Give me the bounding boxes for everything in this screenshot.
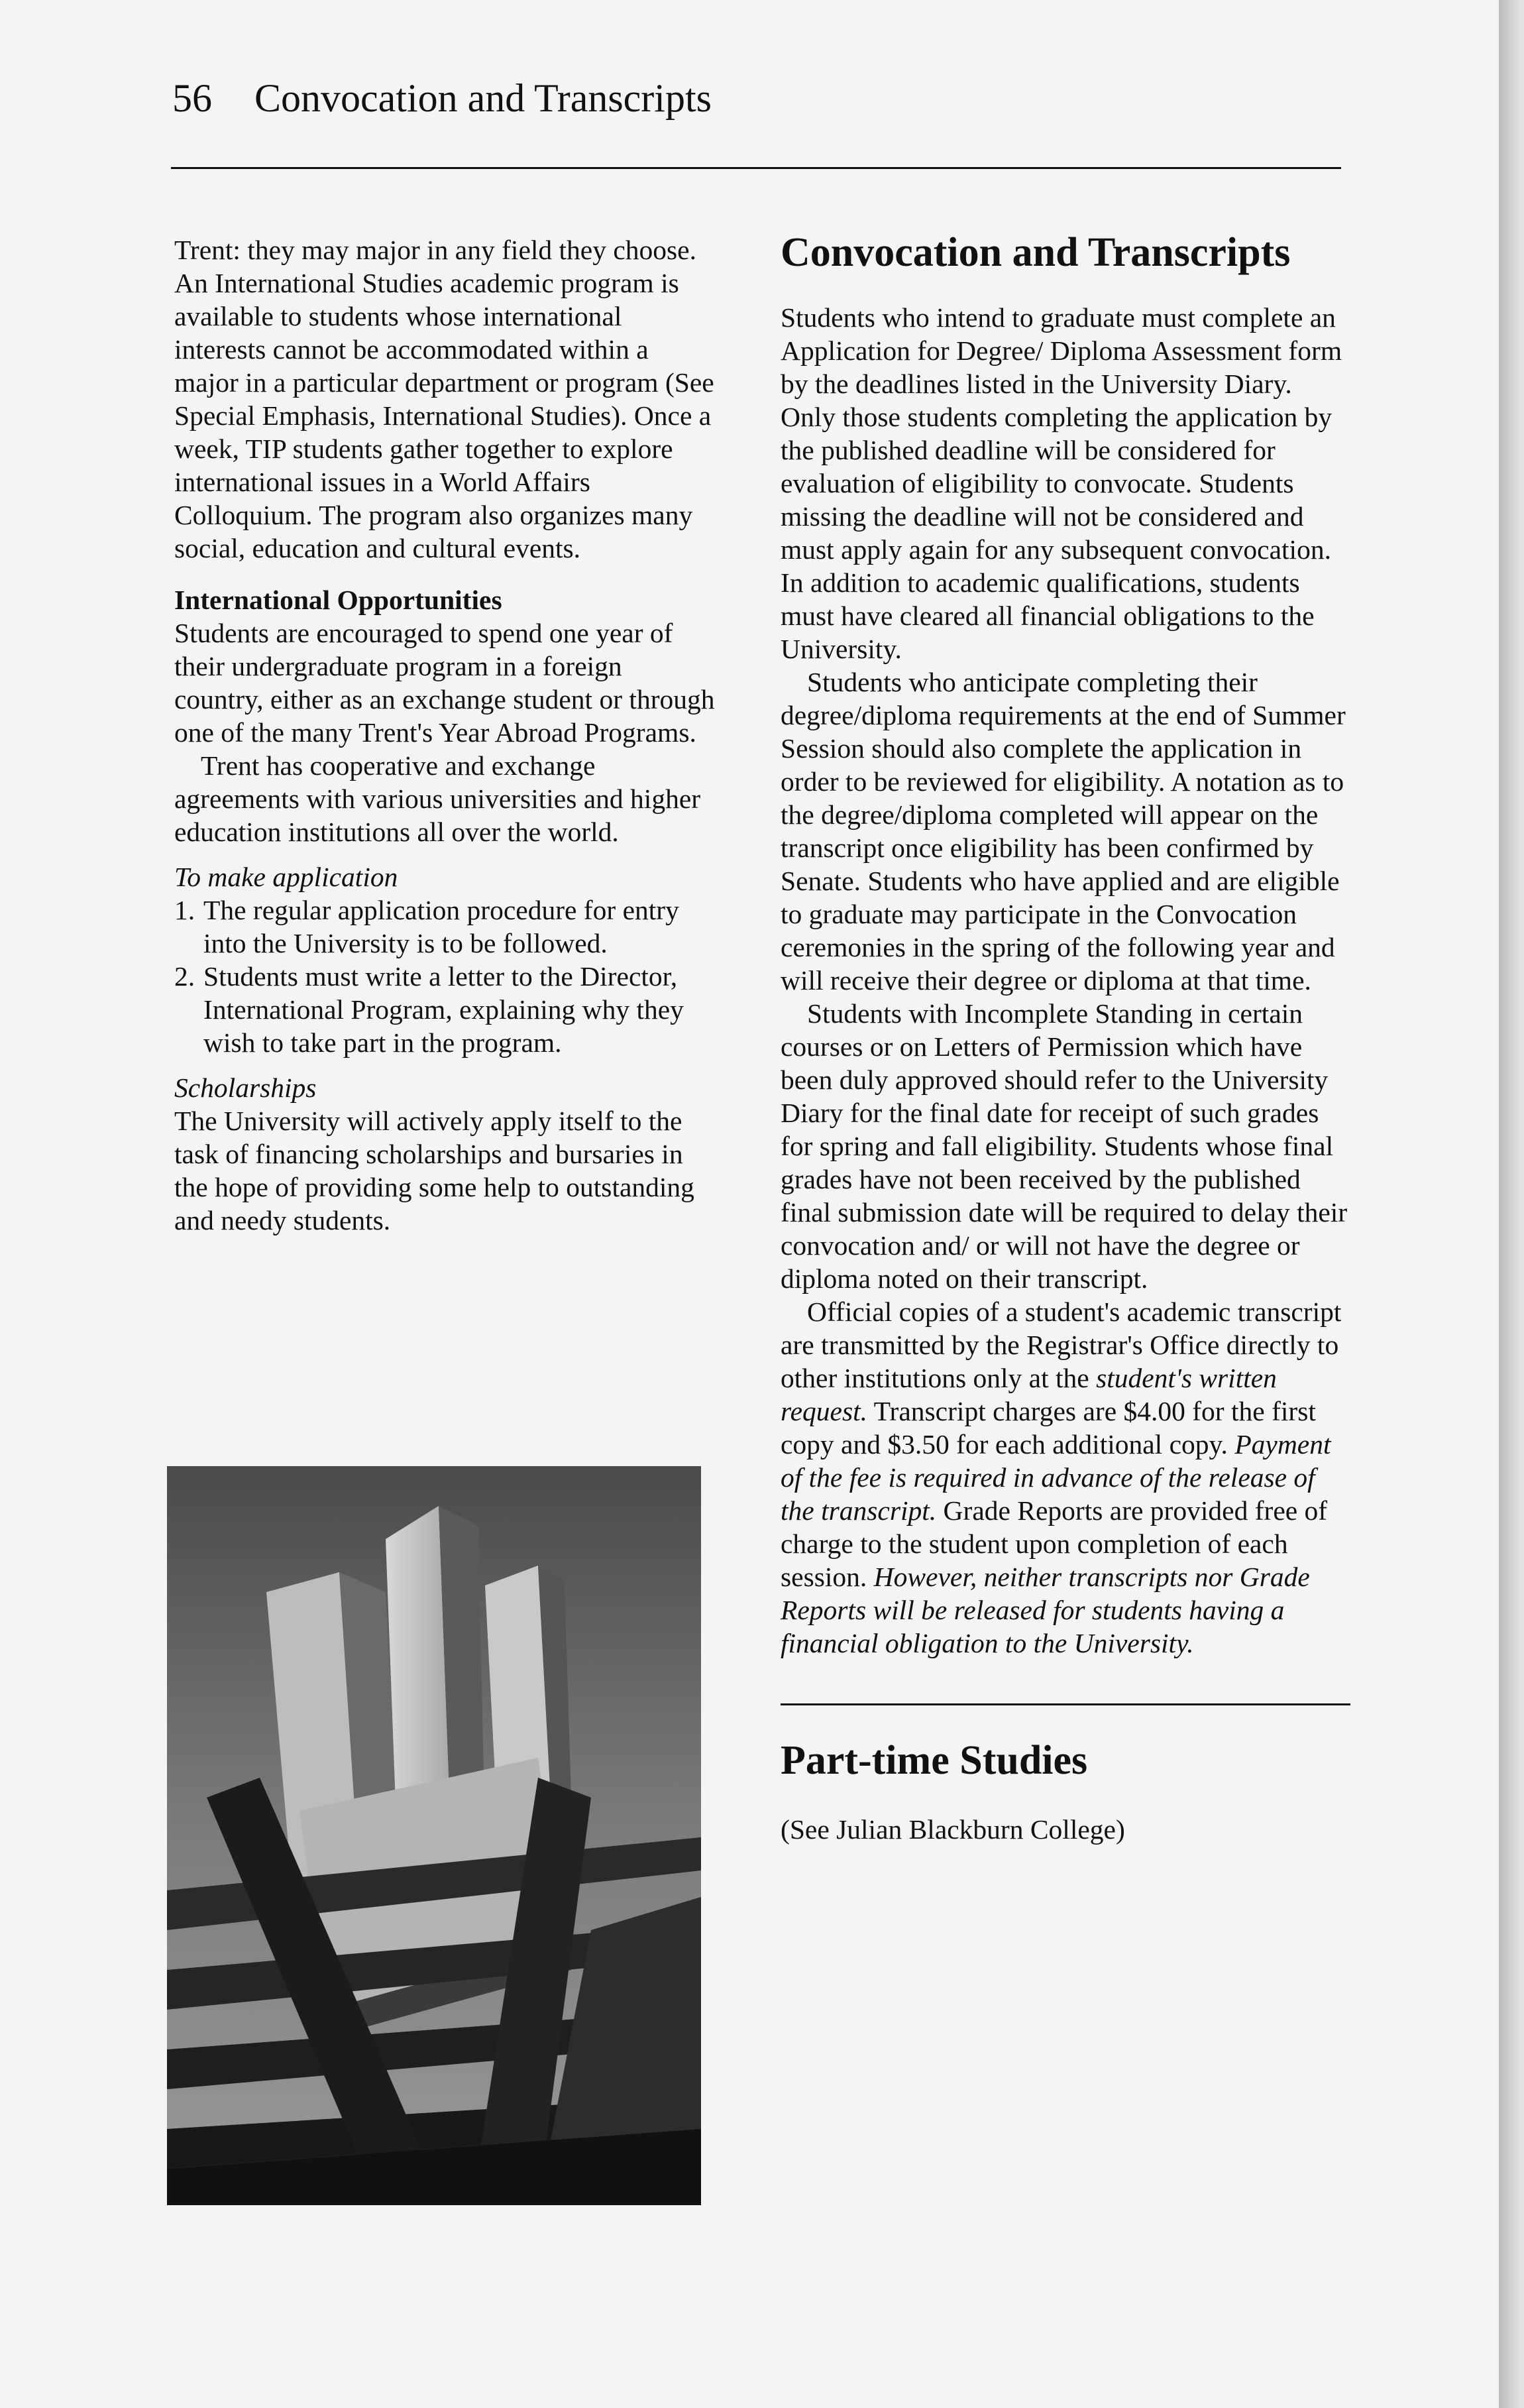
application-list	[174, 893, 718, 1059]
convocation-section-title: Convocation and Transcripts	[781, 230, 1291, 275]
scholarships-paragraph: The University will actively apply itself to the task of financing scholarships and bursaries in the hope of providing some help to outstanding and needy students.	[174, 1106, 694, 1235]
running-title: Convocation and Transcripts	[254, 76, 712, 120]
intl-opportunities-heading: International Opportunities	[174, 585, 502, 615]
parttime-section-title: Part-time Studies	[781, 1738, 1088, 1783]
tower-photograph	[167, 1466, 701, 2205]
list-text: The regular application procedure for entry into the University is to be followed.	[203, 895, 679, 958]
section-divider	[781, 1703, 1350, 1705]
application-item	[174, 960, 718, 1059]
tower-photo-illustration	[167, 1466, 701, 2205]
list-text: Students must write a letter to the Director, International Program, explaining why they wish to take part in the program.	[203, 961, 684, 1058]
scholarships-heading: Scholarships	[174, 1072, 317, 1103]
transcript-emphasis-2: Payment of the fee is required in advance of the release of the transcript.	[781, 1429, 1331, 1526]
transcript-text-1: Official copies of a student's academic transcript are transmitted by the Registrar's Office directly to other institutions only at the	[781, 1296, 1342, 1393]
right-column	[781, 229, 1350, 1846]
left-column	[174, 233, 718, 1237]
convocation-paragraph-1: Students who intend to graduate must complete an Application for Degree/ Diploma Assessment form by the deadlines listed in the University Diary. Only those students completing the application by the published deadline will be considered for evaluation of eligibility to convocate. Students missing the deadline will not be considered and must apply again for any subsequent convocation. In addition to academic qualifications, students must have cleared all financial obligations to the University.	[781, 302, 1342, 664]
transcript-paragraph	[781, 1295, 1350, 1660]
parttime-reference: (See Julian Blackburn College)	[781, 1814, 1125, 1845]
list-number: 2.	[174, 961, 195, 992]
transcript-text-2: Transcript charges are $4.00 for the first copy and $3.50 for each additional copy.	[781, 1396, 1316, 1460]
convocation-paragraph-2: Students who anticipate completing their degree/diploma requirements at the end of Summer Session should also complete the application in order to be reviewed for eligibility. A notation as to the degree/diploma completed will appear on the transcript once eligibility has been confirmed by Senate. Students who have applied and are eligible to graduate may participate in the Convocation ceremonies in the spring of the following year and will receive their degree or diploma at that time.	[781, 667, 1346, 996]
application-heading: To make application	[174, 862, 398, 892]
header-rule	[171, 167, 1341, 169]
transcript-emphasis-1: student's written request.	[781, 1363, 1277, 1426]
transcript-text-3: Grade Reports are provided free of charge to the student upon completion of each session.	[781, 1495, 1328, 1592]
intl-opportunities-paragraph-1: Students are encouraged to spend one year of their undergraduate program in a foreign country, either as an exchange student or through one of the many Trent's Year Abroad Programs.	[174, 618, 715, 748]
running-header	[172, 78, 712, 118]
intro-paragraph: Trent: they may major in any field they choose. An International Studies academic program is available to students whose international interests cannot be accommodated within a major in a particular department or program (See Special Emphasis, International Studies). Once a week, TIP students gather together to explore international issues in a World Affairs Colloquium. The program also organizes many social, education and cultural events.	[174, 235, 714, 563]
convocation-paragraph-3: Students with Incomplete Standing in certain courses or on Letters of Permission which have been duly approved should refer to the University Diary for the final date for receipt of such grades for spring and fall eligibility. Students whose final grades have not been received by the published final submission date will be required to delay their convocation and/ or will not have the degree or diploma noted on their transcript.	[781, 998, 1348, 1294]
page-number: 56	[172, 76, 212, 120]
list-number: 1.	[174, 895, 195, 925]
intl-opportunities-paragraph-2: Trent has cooperative and exchange agreements with various universities and higher education institutions all over the world.	[174, 750, 701, 847]
page-edge-shadow	[1499, 0, 1524, 2408]
transcript-emphasis-3: However, neither transcripts nor Grade Reports will be released for students having a financial obligation to the University.	[781, 1562, 1310, 1658]
application-item	[174, 893, 718, 960]
